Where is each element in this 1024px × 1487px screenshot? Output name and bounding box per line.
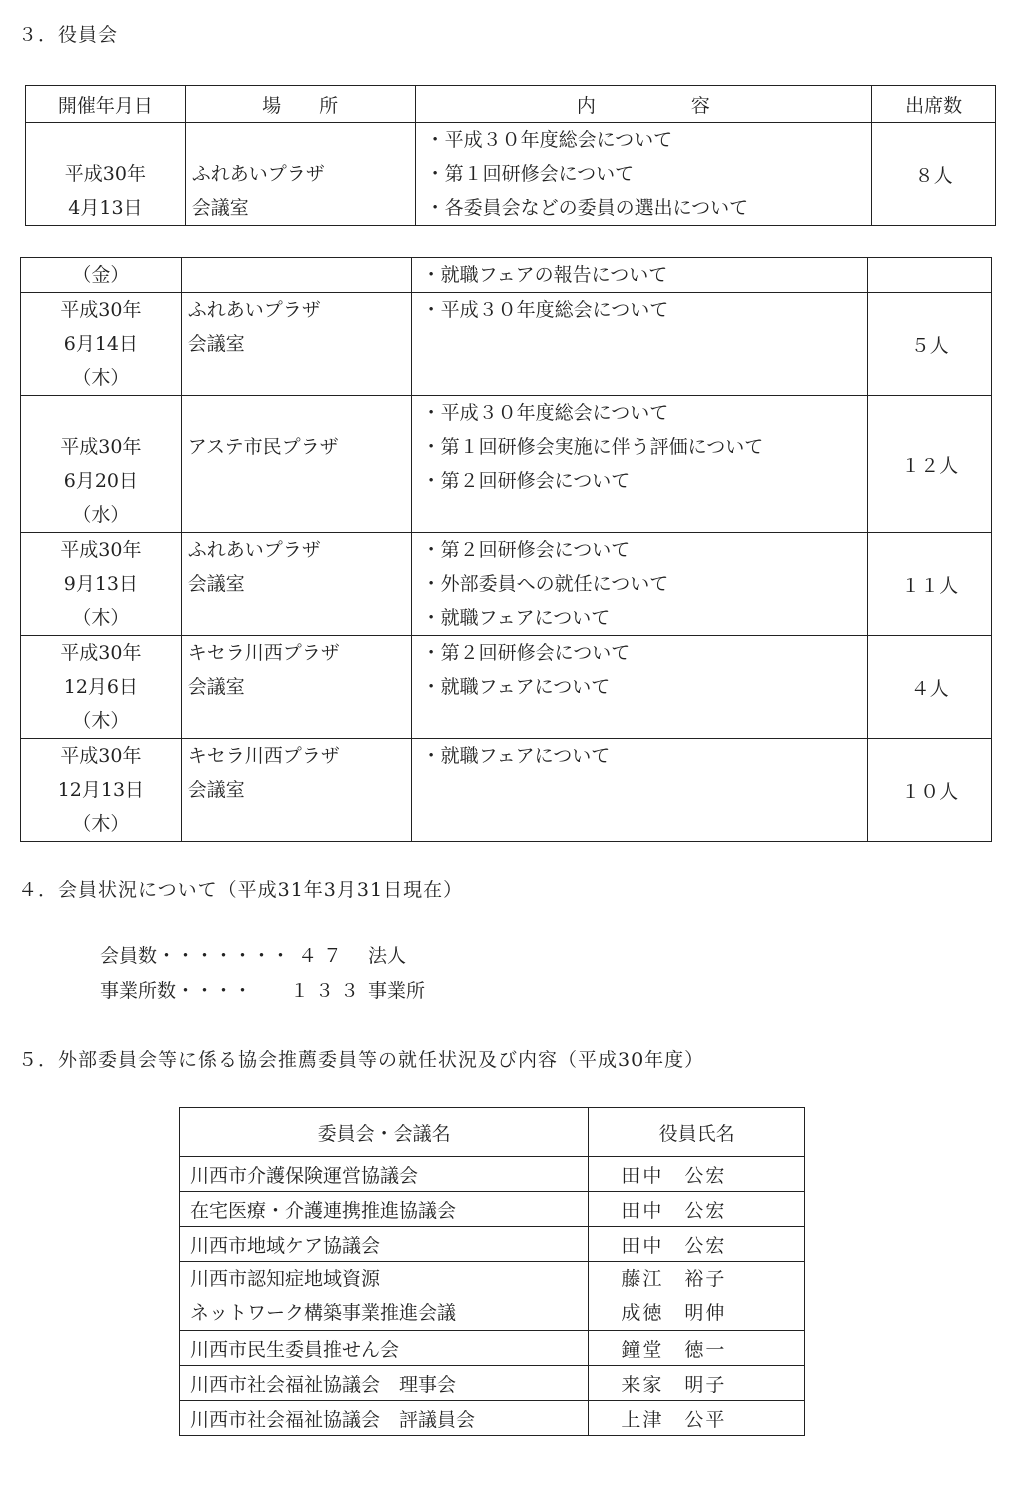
content-line: ・平成３０年度総会について	[421, 402, 669, 424]
place-line: ふれあいプラザ	[187, 539, 321, 561]
date-year: 平成30年	[60, 436, 142, 458]
attendance-cell: ５人	[868, 293, 992, 396]
header-content: 内 容	[415, 86, 872, 123]
table-row	[180, 1401, 805, 1436]
header-committee: 委員会・会議名	[180, 1108, 589, 1157]
place-cell	[181, 636, 411, 739]
place-line: 会議室	[187, 573, 245, 595]
date-cell	[26, 123, 186, 226]
header-date: 開催年月日	[26, 86, 186, 123]
date-year: 平成30年	[60, 642, 142, 664]
table-row	[21, 396, 992, 533]
content-cell	[411, 396, 868, 533]
content-line: ・就職フェアについて	[421, 676, 611, 698]
committee-cell: 川西市介護保険運営協議会	[180, 1157, 589, 1192]
place-line: キセラ川西プラザ	[187, 745, 340, 767]
date-cell	[21, 293, 182, 396]
date-year: 平成30年	[60, 539, 142, 561]
date-day: 12月13日	[57, 779, 145, 801]
date-weekday: （木）	[72, 813, 130, 835]
member-count-value: ４７	[297, 945, 348, 967]
officer-name-cell: 鐘堂 徳一	[589, 1331, 805, 1366]
table-row	[21, 258, 992, 293]
content-line: ・外部委員への就任について	[421, 573, 669, 595]
place-line: キセラ川西プラザ	[187, 642, 340, 664]
date-cell	[21, 396, 182, 533]
officer-name-cell	[589, 1262, 805, 1331]
header-attendance: 出席数	[872, 86, 996, 123]
attendance-cell	[868, 258, 992, 293]
table-row	[180, 1192, 805, 1227]
place-line: 会議室	[191, 197, 249, 219]
committee-line: 川西市認知症地域資源	[190, 1268, 381, 1290]
attendance-cell: １２人	[868, 396, 992, 533]
table-row	[26, 123, 996, 226]
date-year: 平成30年	[60, 299, 142, 321]
section-3-title: ３．役員会	[18, 24, 119, 46]
table-row	[21, 293, 992, 396]
date-year: 平成30年	[60, 745, 142, 767]
content-line: ・第１回研修会について	[425, 163, 635, 185]
date-weekday: （木）	[72, 710, 130, 732]
table-header-row	[26, 86, 996, 123]
table-row	[180, 1262, 805, 1331]
member-count-unit: 法人	[368, 945, 407, 967]
place-line: ふれあいプラザ	[187, 299, 321, 321]
date-day: 12月6日	[63, 676, 139, 698]
content-line: ・第２回研修会について	[421, 539, 631, 561]
date-year: 平成30年	[64, 163, 146, 185]
office-count-unit: 事業所	[368, 980, 426, 1002]
place-line: ふれあいプラザ	[191, 163, 325, 185]
table-row	[21, 533, 992, 636]
content-cell	[411, 739, 868, 842]
officer-name-cell: 田中 公宏	[589, 1192, 805, 1227]
content-line: ・第２回研修会について	[421, 642, 631, 664]
place-cell	[181, 293, 411, 396]
committee-line: ネットワーク構築事業推進会議	[190, 1302, 457, 1324]
office-count-row	[100, 976, 425, 1003]
table-row	[180, 1331, 805, 1366]
section-5-title: ５．外部委員会等に係る協会推薦委員等の就任状況及び内容（平成30年度）	[18, 1049, 705, 1071]
content-line: ・第１回研修会実施に伴う評価について	[421, 436, 764, 458]
place-cell	[181, 258, 411, 293]
place-line: 会議室	[187, 779, 245, 801]
place-cell	[185, 123, 415, 226]
office-count-value: １３３	[290, 980, 366, 1002]
content-cell	[411, 293, 868, 396]
board-meeting-table-1	[25, 85, 996, 226]
date-cell	[21, 258, 182, 293]
content-line: ・平成３０年度総会について	[421, 299, 669, 321]
header-place: 場 所	[185, 86, 415, 123]
place-cell	[181, 533, 411, 636]
board-meeting-table-2	[20, 257, 992, 842]
content-line: ・就職フェアについて	[421, 745, 611, 767]
place-line: アステ市民プラザ	[187, 436, 339, 458]
committee-cell: 川西市社会福祉協議会 評議員会	[180, 1401, 589, 1436]
date-cell	[21, 739, 182, 842]
content-line: ・就職フェアについて	[421, 607, 611, 629]
officer-name-cell: 上津 公平	[589, 1401, 805, 1436]
officer-name-cell: 田中 公宏	[589, 1157, 805, 1192]
date-weekday: （木）	[72, 367, 130, 389]
place-cell	[181, 396, 411, 533]
date-weekday: （金）	[72, 264, 130, 286]
committee-cell: 川西市地域ケア協議会	[180, 1227, 589, 1262]
table-header-row	[180, 1108, 805, 1157]
committee-cell: 川西市民生委員推せん会	[180, 1331, 589, 1366]
date-cell	[21, 533, 182, 636]
member-count-label: 会員数・・・・・・・	[100, 945, 291, 967]
member-count-row	[100, 941, 406, 968]
date-day: 6月20日	[63, 470, 139, 492]
table-row	[21, 636, 992, 739]
content-cell	[411, 636, 868, 739]
committee-cell	[180, 1262, 589, 1331]
table-row	[180, 1227, 805, 1262]
content-line: ・各委員会などの委員の選出について	[425, 197, 749, 219]
date-day: 9月13日	[63, 573, 139, 595]
date-weekday: （木）	[72, 607, 130, 629]
officer-name-line: 成徳 明伸	[621, 1302, 727, 1324]
officer-name-cell: 来家 明子	[589, 1366, 805, 1401]
place-line: 会議室	[187, 676, 245, 698]
content-cell	[415, 123, 872, 226]
section-4-title: ４．会員状況について（平成31年3月31日現在）	[18, 879, 464, 901]
committee-cell: 在宅医療・介護連携推進協議会	[180, 1192, 589, 1227]
attendance-cell: １０人	[868, 739, 992, 842]
header-officer-name: 役員氏名	[589, 1108, 805, 1157]
place-line: 会議室	[187, 333, 245, 355]
place-cell	[181, 739, 411, 842]
attendance-cell: １１人	[868, 533, 992, 636]
date-day: 4月13日	[68, 197, 143, 219]
content-line: ・平成３０年度総会について	[425, 129, 673, 151]
table-row	[21, 739, 992, 842]
date-day: 6月14日	[63, 333, 139, 355]
officer-name-line: 藤江 裕子	[621, 1268, 727, 1290]
table-row	[180, 1366, 805, 1401]
committee-cell: 川西市社会福祉協議会 理事会	[180, 1366, 589, 1401]
date-weekday: （水）	[72, 504, 130, 526]
officer-name-cell: 田中 公宏	[589, 1227, 805, 1262]
office-count-label: 事業所数・・・・	[100, 980, 253, 1002]
external-committee-table	[179, 1107, 805, 1436]
table-row	[180, 1157, 805, 1192]
date-cell	[21, 636, 182, 739]
attendance-cell: ８人	[872, 123, 996, 226]
attendance-cell: ４人	[868, 636, 992, 739]
content-line: ・就職フェアの報告について	[421, 264, 668, 286]
content-line: ・第２回研修会について	[421, 470, 631, 492]
content-cell	[411, 533, 868, 636]
content-cell	[411, 258, 868, 293]
